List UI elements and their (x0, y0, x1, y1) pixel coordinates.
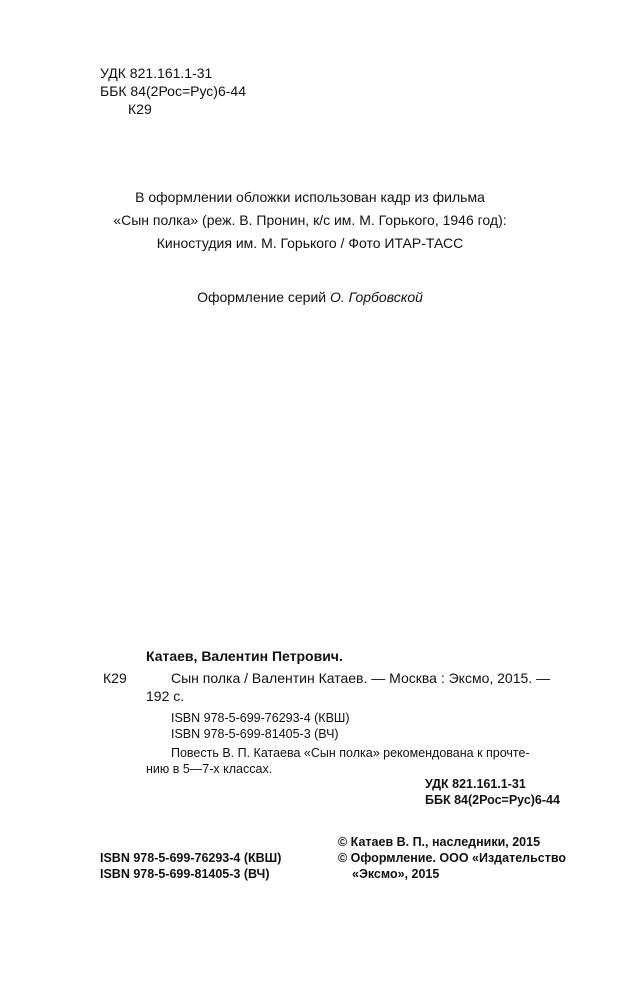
series-designer: О. Горбовской (329, 289, 423, 305)
catalog-note-line-1: Повесть В. П. Катаева «Сын полка» рекомендована к прочте- (171, 746, 530, 760)
series-design (0, 288, 620, 306)
catalog-note-line-2: нию в 5—7-х классах. (146, 762, 273, 776)
footer-isbn-2: ISBN 978-5-699-81405-3 (ВЧ) (100, 867, 270, 881)
catalog-mark: К29 (103, 670, 127, 686)
catalog-bbk: ББК 84(2Рос=Рус)6-44 (425, 793, 560, 807)
catalog-author: Катаев, Валентин Петрович. (146, 648, 343, 664)
author-mark: К29 (128, 101, 152, 117)
catalog-title-line-2: 192 с. (146, 688, 185, 704)
bbk-code: ББК 84(2Рос=Рус)6-44 (100, 83, 246, 99)
catalog-isbn-2: ISBN 978-5-699-81405-3 (ВЧ) (171, 727, 339, 741)
catalog-isbn-1: ISBN 978-5-699-76293-4 (КВШ) (171, 711, 350, 725)
cover-credit-line-3: Киностудия им. М. Горького / Фото ИТАР-ТАСС (156, 235, 464, 251)
catalog-title-line-1: Сын полка / Валентин Катаев. — Москва : Эксмо, 2015. — (171, 670, 551, 686)
copyright-design: © Оформление. ООО «Издательство (338, 851, 566, 865)
cover-credit-line-2: «Сын полка» (реж. В. Пронин, к/с им. М. Горького, 1946 год): (113, 212, 507, 228)
copyright-author: © Катаев В. П., наследники, 2015 (338, 835, 541, 849)
udk-code: УДК 821.161.1-31 (100, 65, 213, 81)
series-design-label: Оформление серий (197, 289, 327, 305)
cover-credit-line-1: В оформлении обложки использован кадр из фильма (135, 189, 485, 205)
catalog-udk: УДК 821.161.1-31 (425, 777, 526, 791)
copyright-publisher: «Эксмо», 2015 (352, 867, 440, 881)
footer-isbn-1: ISBN 978-5-699-76293-4 (КВШ) (100, 851, 282, 865)
